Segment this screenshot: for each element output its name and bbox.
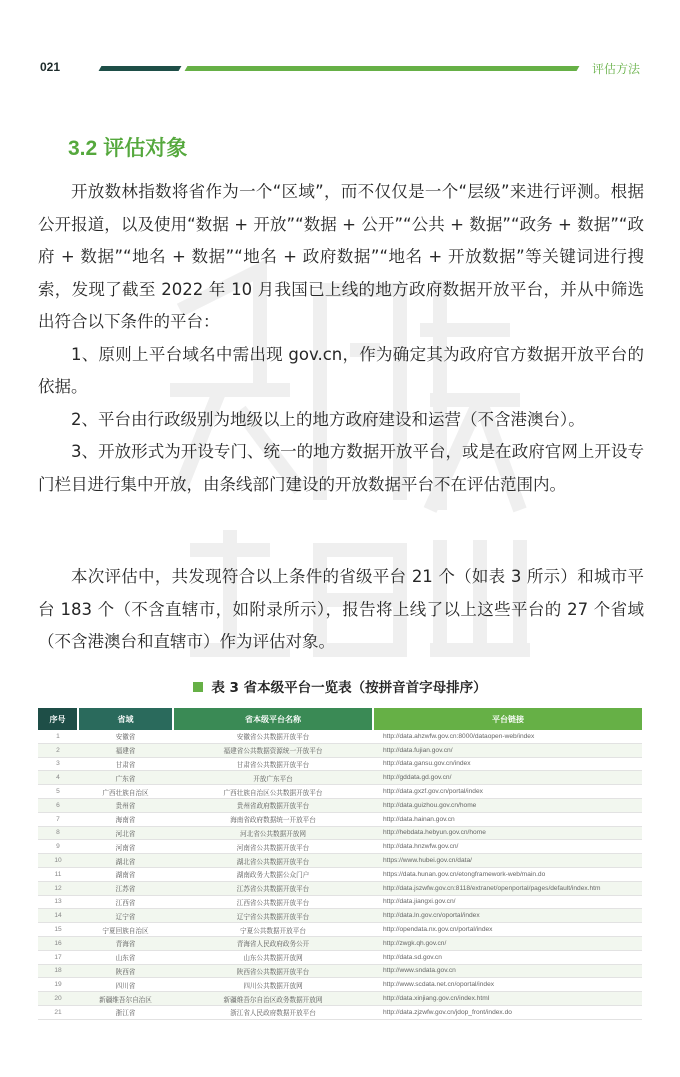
table-row — [38, 992, 642, 1006]
cell-platform-link[interactable]: http://data.zjzwfw.gov.cn/jdop_front/index.do — [373, 1005, 642, 1019]
table-row — [38, 923, 642, 937]
cell-platform-link[interactable]: http://data.jiangxi.gov.cn/ — [373, 895, 642, 909]
table-row — [38, 826, 642, 840]
page-number: 021 — [40, 60, 61, 74]
table-row — [38, 895, 642, 909]
table-row — [38, 730, 642, 743]
cell-platform-name: 四川公共数据开放网 — [173, 978, 373, 992]
table-caption-text: 表 3 省本级平台一览表（按拼音首字母排序） — [211, 680, 487, 696]
caption-square-icon — [193, 682, 203, 692]
cell-province: 安徽省 — [78, 730, 173, 743]
cell-platform-link[interactable]: http://www.sndata.gov.cn — [373, 964, 642, 978]
cell-platform-name: 青海省人民政府政务公开 — [173, 936, 373, 950]
table-row — [38, 964, 642, 978]
cell-province: 河北省 — [78, 826, 173, 840]
cell-platform-link[interactable]: http://gddata.gd.gov.cn/ — [373, 771, 642, 785]
cell-seq: 21 — [38, 1005, 78, 1019]
table-row — [38, 798, 642, 812]
paragraph-criterion-1: 1、原则上平台域名中需出现 gov.cn，作为确定其为政府官方数据开放平台的依据。 — [38, 344, 644, 396]
cell-platform-link[interactable]: http://data.gxzf.gov.cn/portal/index — [373, 785, 642, 799]
platform-table — [38, 708, 642, 1020]
cell-seq: 20 — [38, 992, 78, 1006]
table-row — [38, 978, 642, 992]
cell-seq: 6 — [38, 798, 78, 812]
cell-platform-link[interactable]: http://www.scdata.net.cn/oportal/index — [373, 978, 642, 992]
body-text-criteria — [38, 176, 644, 501]
table-caption — [0, 676, 680, 696]
cell-platform-link[interactable]: http://data.jszwfw.gov.cn:8118/extranet/openportal/pages/default/index.htm — [373, 881, 642, 895]
cell-platform-name: 甘肃省公共数据开放平台 — [173, 757, 373, 771]
paragraph-intro: 开放数林指数将省作为一个“区域”，而不仅仅是一个“层级”来进行评测。根据公开报道，以及使用“数据 + 开放”“数据 + 公开”“公共 + 数据”“政务 + 数据”“政府 + 数据”“地名 + 数据”“地名 + 政府数据”“地名 + 开放数据”等关键词进行搜索，发现了截至 2022 年 10 月我国已上线的地方政府数据开放平台，并从中筛选出符合以下条件的平台： — [38, 182, 644, 331]
cell-platform-name: 浙江省人民政府数据开放平台 — [173, 1005, 373, 1019]
section-number: 3.2 — [68, 137, 98, 160]
cell-seq: 14 — [38, 909, 78, 923]
cell-seq: 9 — [38, 840, 78, 854]
cell-platform-name: 开放广东平台 — [173, 771, 373, 785]
table-row — [38, 1005, 642, 1019]
table-row — [38, 867, 642, 881]
cell-platform-link[interactable]: http://data.hainan.gov.cn — [373, 812, 642, 826]
cell-seq: 5 — [38, 785, 78, 799]
cell-platform-link[interactable]: http://hebdata.hebyun.gov.cn/home — [373, 826, 642, 840]
cell-province: 江苏省 — [78, 881, 173, 895]
table-row — [38, 881, 642, 895]
cell-province: 湖北省 — [78, 854, 173, 868]
cell-platform-name: 辽宁省公共数据开放平台 — [173, 909, 373, 923]
paragraph-criterion-2: 2、平台由行政级别为地级以上的地方政府建设和运营（不含港澳台）。 — [71, 409, 585, 429]
paragraph-summary: 本次评估中，共发现符合以上条件的省级平台 21 个（如表 3 所示）和城市平台 183 个（不含直辖市，如附录所示），报告将上线了以上这些平台的 27 个省域（不含港澳台和直辖市）作为评估对象。 — [38, 567, 644, 651]
cell-seq: 2 — [38, 743, 78, 757]
cell-platform-name: 山东公共数据开放网 — [173, 950, 373, 964]
cell-seq: 16 — [38, 936, 78, 950]
cell-province: 甘肃省 — [78, 757, 173, 771]
cell-seq: 19 — [38, 978, 78, 992]
cell-province: 新疆维吾尔自治区 — [78, 992, 173, 1006]
cell-platform-link[interactable]: http://zwgk.qh.gov.cn/ — [373, 936, 642, 950]
cell-province: 宁夏回族自治区 — [78, 923, 173, 937]
cell-platform-link[interactable]: https://data.hunan.gov.cn/etongframework-web/main.do — [373, 867, 642, 881]
table-row — [38, 950, 642, 964]
cell-province: 湖南省 — [78, 867, 173, 881]
cell-seq: 7 — [38, 812, 78, 826]
cell-province: 江西省 — [78, 895, 173, 909]
cell-platform-name: 江苏省公共数据开放平台 — [173, 881, 373, 895]
table-row — [38, 812, 642, 826]
cell-province: 浙江省 — [78, 1005, 173, 1019]
cell-seq: 4 — [38, 771, 78, 785]
cell-province: 贵州省 — [78, 798, 173, 812]
cell-platform-link[interactable]: http://opendata.nx.gov.cn/portal/index — [373, 923, 642, 937]
page-header — [0, 58, 680, 82]
cell-seq: 15 — [38, 923, 78, 937]
cell-province: 青海省 — [78, 936, 173, 950]
header-seq: 序号 — [38, 708, 78, 730]
body-text-summary — [38, 561, 644, 659]
cell-seq: 8 — [38, 826, 78, 840]
cell-platform-link[interactable]: http://data.ahzwfw.gov.cn:8000/dataopen-web/index — [373, 730, 642, 743]
cell-platform-link[interactable]: http://data.hnzwfw.gov.cn/ — [373, 840, 642, 854]
table-row — [38, 771, 642, 785]
cell-platform-name: 河北省公共数据开放网 — [173, 826, 373, 840]
cell-platform-name: 安徽省公共数据开放平台 — [173, 730, 373, 743]
cell-platform-name: 江西省公共数据开放平台 — [173, 895, 373, 909]
cell-platform-name: 贵州省政府数据开放平台 — [173, 798, 373, 812]
header-province: 省域 — [78, 708, 173, 730]
cell-platform-name: 新疆维吾尔自治区政务数据开放网 — [173, 992, 373, 1006]
table-row — [38, 909, 642, 923]
paragraph-criterion-3: 3、开放形式为开设专门、统一的地方数据开放平台，或是在政府官网上开设专门栏目进行集中开放，由条线部门建设的开放数据平台不在评估范围内。 — [38, 442, 644, 494]
cell-seq: 18 — [38, 964, 78, 978]
cell-platform-name: 陕西省公共数据开放平台 — [173, 964, 373, 978]
header-platform-name: 省本级平台名称 — [173, 708, 373, 730]
cell-platform-link[interactable]: http://data.sd.gov.cn — [373, 950, 642, 964]
cell-platform-link[interactable]: http://data.xinjiang.gov.cn/index.html — [373, 992, 642, 1006]
cell-platform-name: 湖北省公共数据开放平台 — [173, 854, 373, 868]
cell-province: 广东省 — [78, 771, 173, 785]
cell-platform-link[interactable]: http://data.fujian.gov.cn/ — [373, 743, 642, 757]
cell-platform-link[interactable]: https://www.hubei.gov.cn/data/ — [373, 854, 642, 868]
cell-platform-link[interactable]: http://data.ln.gov.cn/oportal/index — [373, 909, 642, 923]
table-row — [38, 854, 642, 868]
cell-platform-link[interactable]: http://data.gansu.gov.cn/index — [373, 757, 642, 771]
cell-seq: 17 — [38, 950, 78, 964]
cell-province: 广西壮族自治区 — [78, 785, 173, 799]
cell-province: 四川省 — [78, 978, 173, 992]
section-title-text: 评估对象 — [103, 136, 188, 160]
cell-platform-name: 宁夏公共数据开放平台 — [173, 923, 373, 937]
cell-platform-name: 海南省政府数据统一开放平台 — [173, 812, 373, 826]
table-row — [38, 743, 642, 757]
cell-province: 福建省 — [78, 743, 173, 757]
header-bar-dark — [99, 66, 182, 71]
header-section-label: 评估方法 — [591, 62, 640, 76]
cell-province: 辽宁省 — [78, 909, 173, 923]
cell-platform-name: 福建省公共数据资源统一开放平台 — [173, 743, 373, 757]
cell-platform-link[interactable]: http://data.guizhou.gov.cn/home — [373, 798, 642, 812]
table-header-row — [38, 708, 642, 730]
table-row — [38, 757, 642, 771]
cell-province: 河南省 — [78, 840, 173, 854]
cell-platform-name: 广西壮族自治区公共数据开放平台 — [173, 785, 373, 799]
cell-province: 海南省 — [78, 812, 173, 826]
table-row — [38, 785, 642, 799]
cell-province: 山东省 — [78, 950, 173, 964]
header-bar-green — [185, 66, 580, 71]
table-body — [38, 730, 642, 1019]
cell-seq: 1 — [38, 730, 78, 743]
cell-platform-name: 湖南政务大数据公众门户 — [173, 867, 373, 881]
section-title — [68, 132, 187, 162]
cell-seq: 13 — [38, 895, 78, 909]
cell-seq: 3 — [38, 757, 78, 771]
table-row — [38, 840, 642, 854]
table-row — [38, 936, 642, 950]
cell-province: 陕西省 — [78, 964, 173, 978]
header-platform-link: 平台链接 — [373, 708, 642, 730]
cell-platform-name: 河南省公共数据开放平台 — [173, 840, 373, 854]
cell-seq: 10 — [38, 854, 78, 868]
cell-seq: 12 — [38, 881, 78, 895]
cell-seq: 11 — [38, 867, 78, 881]
